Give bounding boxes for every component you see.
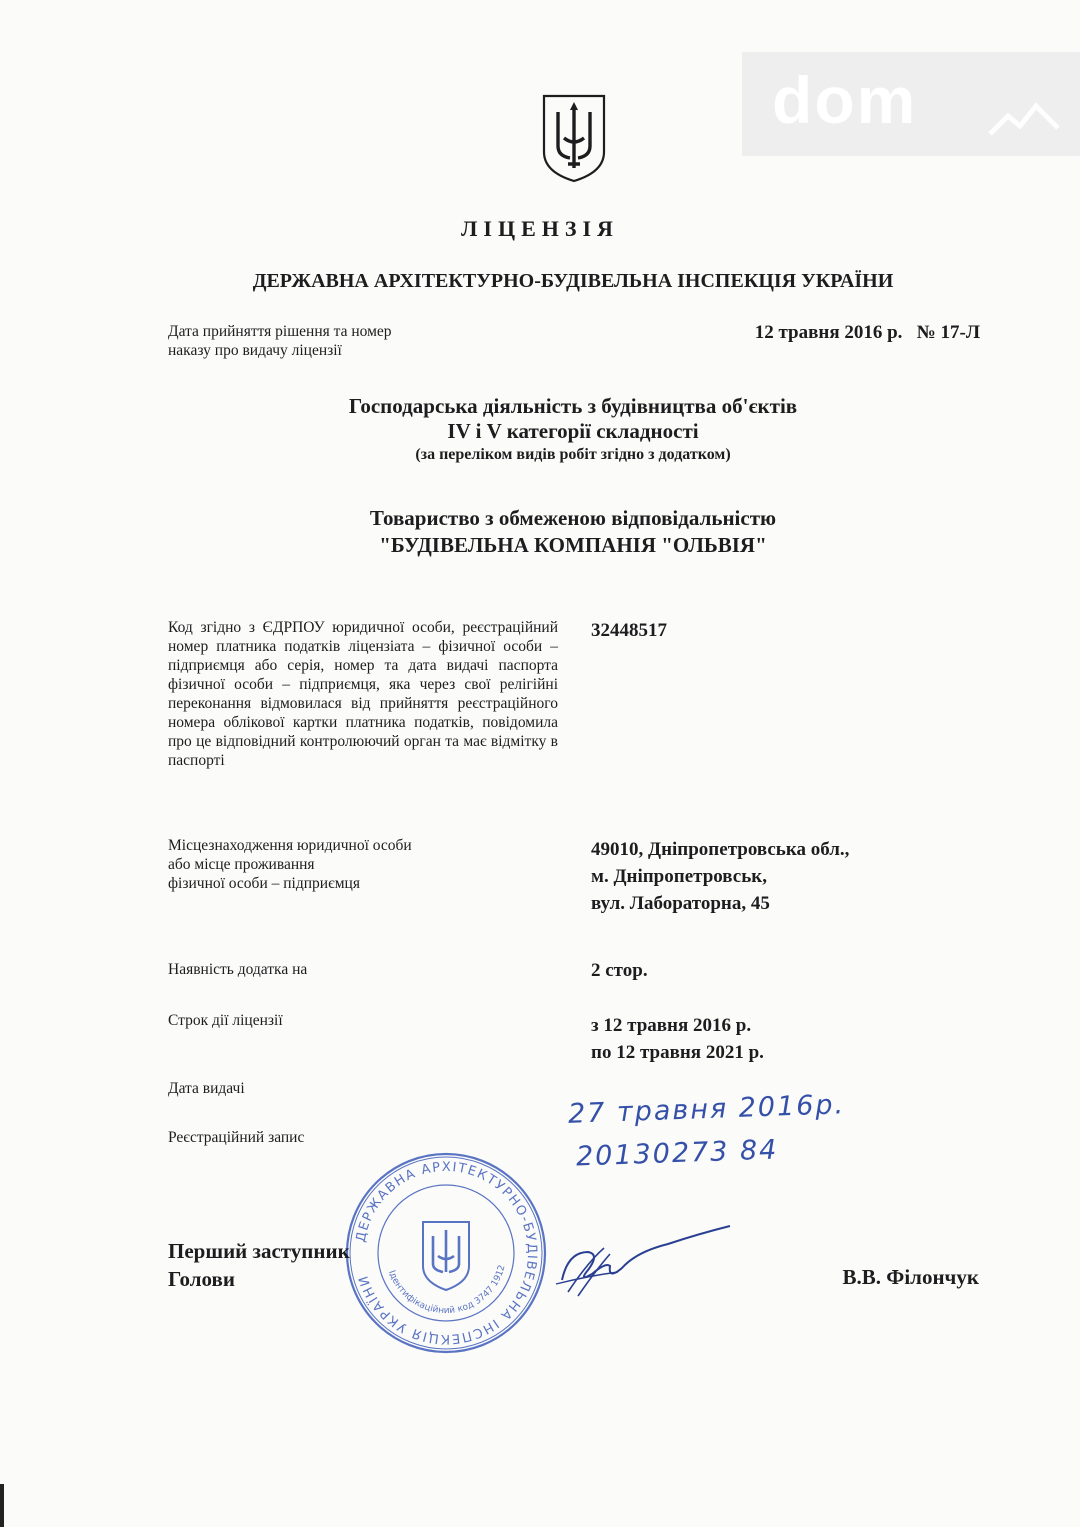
coat-of-arms-icon bbox=[540, 92, 608, 184]
location-value: 49010, Дніпропетровська обл., м. Дніпропетровськ, вул. Лабораторна, 45 bbox=[591, 839, 850, 914]
company-name: Товариство з обмеженою відповідальністю "БУДІВЕЛЬНА КОМПАНІЯ "ОЛЬВІЯ" bbox=[369, 506, 777, 557]
svg-text:Ідентифікаційний код 3747 1912: Ідентифікаційний код 3747 1912 bbox=[386, 1264, 508, 1317]
activity-title: Господарська діяльність з будівництва об'єктів IV і V категорії складності bbox=[348, 394, 798, 443]
appendix-value: 2 стор. bbox=[591, 960, 648, 981]
issue-date-handwritten: 27 травня 2016р. bbox=[567, 1089, 846, 1130]
official-seal-icon bbox=[343, 1150, 549, 1356]
issuer-name: ДЕРЖАВНА АРХІТЕКТУРНО-БУДІВЕЛЬНА ІНСПЕКЦІЯ УКРАЇНИ bbox=[252, 270, 894, 292]
appendix-label: Наявність додатка на bbox=[168, 961, 308, 978]
code-value: 32448517 bbox=[591, 620, 667, 641]
svg-text:ДЕРЖАВНА АРХІТЕКТУРНО-БУДІВЕЛЬ: ДЕРЖАВНА АРХІТЕКТУРНО-БУДІВЕЛЬНА ІНСПЕКЦІЯ УКРАЇНИ bbox=[353, 1159, 540, 1347]
term-value: з 12 травня 2016 р. по 12 травня 2021 р. bbox=[591, 1015, 764, 1063]
signatory-position: Перший заступник Голови bbox=[168, 1239, 350, 1291]
signature-icon bbox=[548, 1222, 738, 1302]
signatory-name: В.В. Філончук bbox=[842, 1265, 979, 1289]
scan-edge-mark bbox=[0, 1484, 4, 1527]
registration-label: Реєстраційний запис bbox=[168, 1129, 305, 1146]
location-label: Місцезнаходження юридичної особи або місце проживання фізичної особи – підприємця bbox=[168, 837, 412, 892]
term-label: Строк дії ліцензії bbox=[168, 1012, 283, 1029]
issue-date-label: Дата видачі bbox=[168, 1080, 245, 1097]
code-label: Код згідно з ЄДРПОУ юридичної особи, реєстраційний номер платника податків ліцензіата – фізичної особи – підприємця або серія, номер та дата видачі паспорта фізичної особи – підприємця, яка через свої релігійні переконання відмовилася від прийняття реєстраційного номера облікової картки платника податків, повідомила про це відповідний контролюючий орган та має відмітку в паспорті bbox=[168, 619, 558, 769]
decision-label: Дата прийняття рішення та номер наказу про видачу ліцензії bbox=[168, 323, 392, 359]
decision-value: 12 травня 2016 р. № 17-Л bbox=[754, 322, 980, 343]
watermark-text: dom bbox=[772, 63, 918, 137]
activity-note: (за переліком видів робіт згідно з додатком) bbox=[415, 446, 731, 463]
registration-handwritten: 20130273 84 bbox=[575, 1134, 779, 1173]
document-title: ЛІЦЕНЗІЯ bbox=[461, 216, 619, 241]
watermark-logo-icon bbox=[970, 92, 1080, 152]
